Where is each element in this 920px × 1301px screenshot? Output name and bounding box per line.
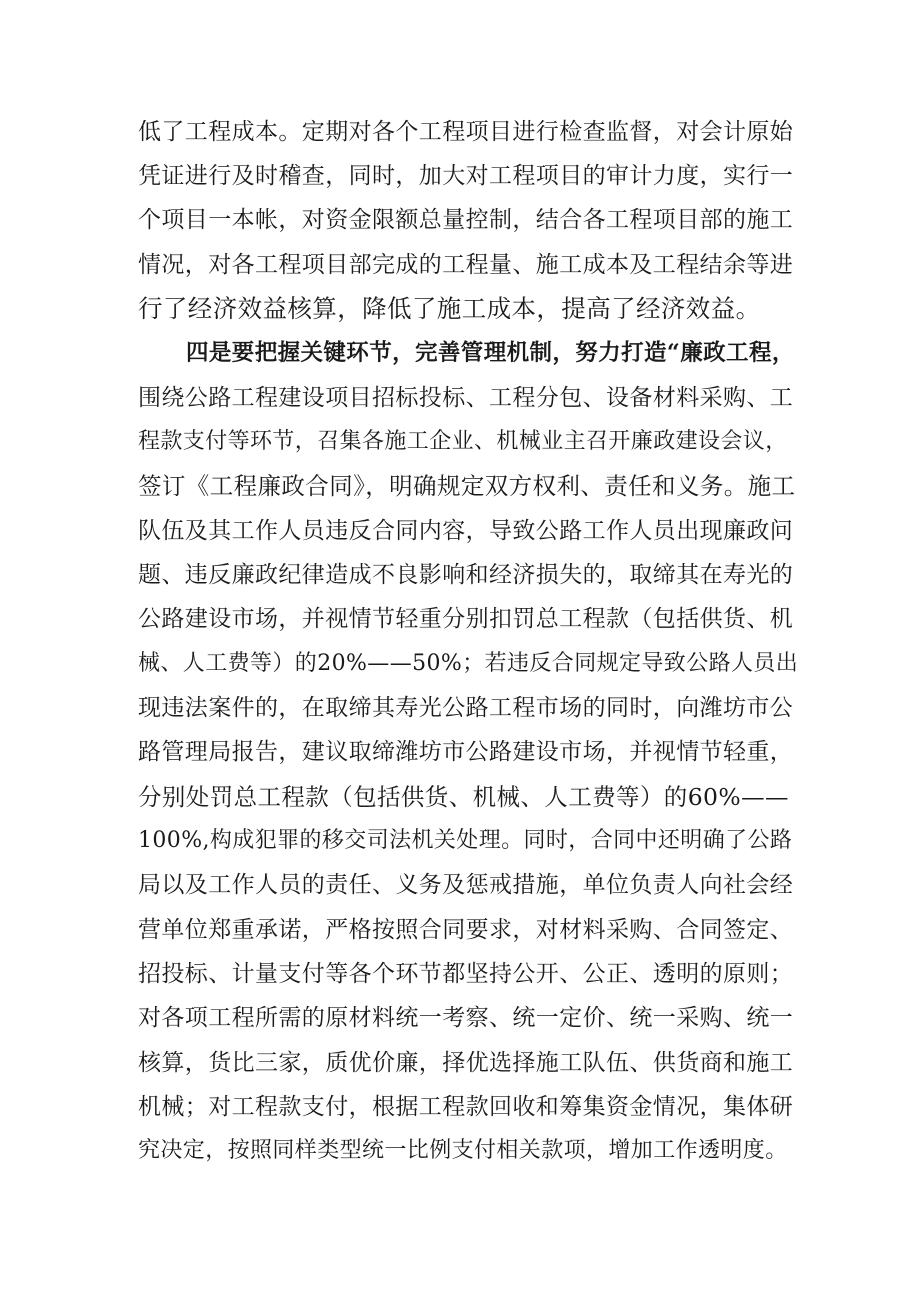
paragraph1-line: 情况，对各工程项目部完成的工程量、施工成本及工程结余等进: [138, 252, 794, 278]
paragraph1-line: 个项目一本帐，对资金限额总量控制，结合各工程项目部的施工: [138, 207, 794, 233]
paragraph2-line: 核算，货比三家，质优价廉，择优选择施工队伍、供货商和施工: [138, 1050, 794, 1076]
paragraph2-line: 程款支付等环节，召集各施工企业、机械业主召开廉政建设会议，: [138, 429, 788, 454]
paragraph2-line: 题、违反廉政纪律造成不良影响和经济损失的，取缔其在寿光的: [138, 562, 794, 588]
paragraph2-line: 局以及工作人员的责任、义务及惩戒措施，单位负责人向社会经: [138, 872, 794, 898]
paragraph1-line: 低了工程成本。定期对各个工程项目进行检查监督，对会计原始: [138, 119, 794, 145]
paragraph2-line: 路管理局报告，建议取缔潍坊市公路建设市场，并视情节轻重，: [138, 739, 794, 765]
paragraph2-line: 究决定，按照同样类型统一比例支付相关款项，增加工作透明度。: [138, 1138, 788, 1163]
paragraph2-line: 围绕公路工程建设项目招标投标、工程分包、设备材料采购、工: [138, 385, 794, 411]
paragraph1-line: 行了经济效益核算，降低了施工成本，提高了经济效益。: [138, 294, 761, 323]
paragraph2-line: 对各项工程所需的原材料统一考察、统一定价、统一采购、统一: [138, 1005, 794, 1031]
paragraph2-heading: 四是要把握关键环节，完善管理机制，努力打造“廉政工程，: [186, 340, 795, 366]
paragraph2-line: 分别处罚总工程款（包括供货、机械、人工费等）的60%——: [138, 783, 789, 811]
paragraph2-line: 现违法案件的，在取缔其寿光公路工程市场的同时，向潍坊市公: [138, 695, 794, 721]
paragraph2-line: 队伍及其工作人员违反合同内容，导致公路工作人员出现廉政问: [138, 518, 794, 544]
paragraph2-line: 100%,构成犯罪的移交司法机关处理。同时，合同中还明确了公路: [138, 828, 793, 853]
paragraph2-line: 机械；对工程款支付，根据工程款回收和筹集资金情况，集体研: [138, 1094, 794, 1120]
paragraph2-line: 营单位郑重承诺，严格按照合同要求，对材料采购、合同签定、: [138, 917, 794, 943]
paragraph2-line: 公路建设市场，并视情节轻重分别扣罚总工程款（包括供货、机: [138, 606, 794, 632]
paragraph2-line: 械、人工费等）的20%——50%；若违反合同规定导致公路人员出: [138, 651, 799, 676]
paragraph2-line: 招投标、计量支付等各个环节都坚持公开、公正、透明的原则；: [138, 961, 794, 987]
paragraph1-line: 凭证进行及时稽查，同时，加大对工程项目的审计力度，实行一: [138, 163, 794, 189]
paragraph2-line: 签订《工程廉政合同》，明确规定双方权利、责任和义务。施工: [138, 472, 796, 500]
